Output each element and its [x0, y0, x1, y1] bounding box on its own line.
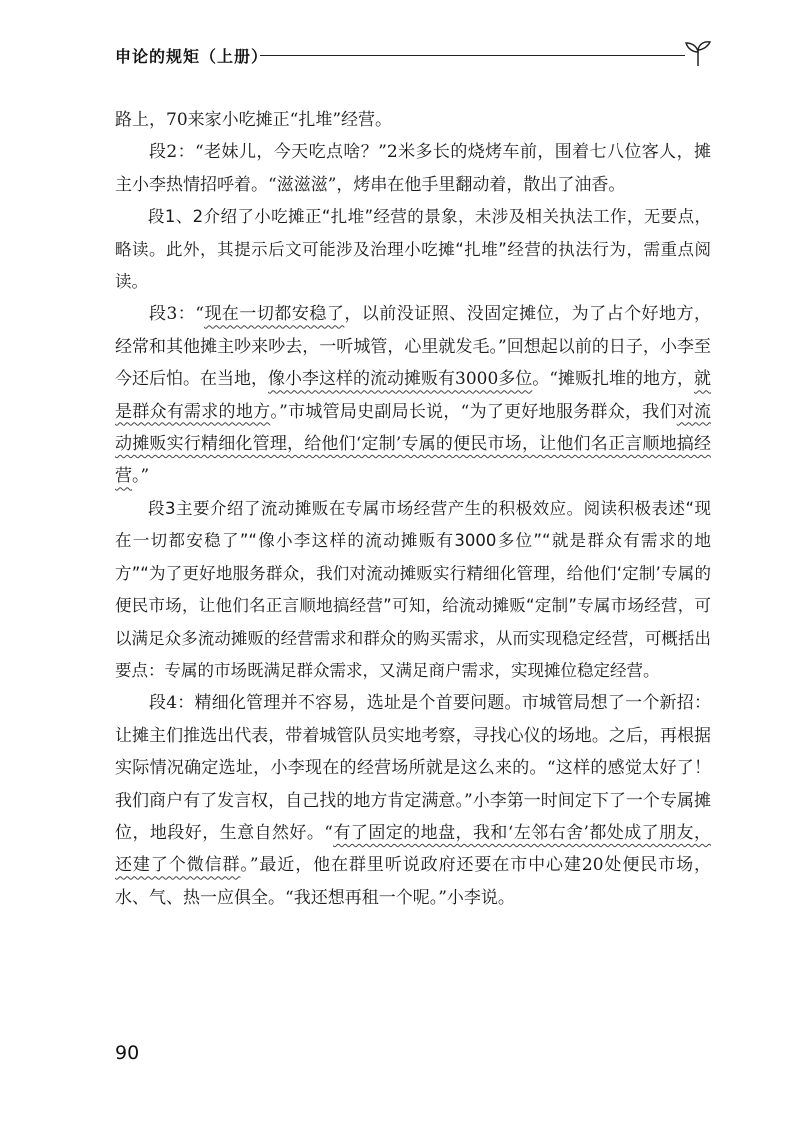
page-body [115, 104, 711, 914]
analysis-paragraph-3: 段3主要介绍了流动摊贩在专属市场经营产生的积极效应。阅读积极表述“现在一切都安稳了”“像小李这样的流动摊贩有3000多位”“就是群众有需求的地方”“为了更好地服务群众，我们对流动摊贩实行精细化管理，给他们‘定制’专属的便民市场，让他们名正言顺地搞经营”可知，给流动摊贩“定制”专属市场经营，可以满足众多流动摊贩的经营需求和群众的购买需求，从而实现稳定经营，可概括出要点：专属的市场既满足群众需求，又满足商户需求，实现摊位稳定经营。 [115, 498, 711, 680]
page-number: 90 [115, 1042, 140, 1064]
text-span: ，以前没证照、没固定摊位，为了占个好地方，经常和其他摊主吵来吵去，一听城管，心里就发毛。”回想起以前的日子，小李至今还后怕。在当地， [115, 304, 712, 390]
text-span: 。” [132, 466, 150, 487]
running-header [115, 38, 705, 78]
text-span: 。”市城管局史副局长说，“为了更好地服务群众，我们 [270, 401, 677, 422]
underlined-key-phrase: 就是群众有需求的地方 [115, 369, 711, 422]
paragraph-continuation: 路上，70来家小吃摊正“扎堆”经营。 [115, 110, 393, 130]
underlined-key-phrase: 对流动摊贩实行精细化管理，给他们‘定制’专属的便民市场，让他们名正言顺地搞经营 [115, 401, 711, 487]
analysis-paragraph-1-2: 段1、2介绍了小吃摊正“扎堆”经营的景象，未涉及相关执法工作，无要点，略读。此外，其提示后文可能涉及治理小吃摊“扎堆”经营的执法行为，需重点阅读。 [115, 207, 711, 292]
underlined-key-phrase: 现在一切都安稳了 [203, 304, 345, 325]
text-span: 段3：“ [149, 304, 204, 325]
source-paragraph-4 [115, 687, 711, 914]
underlined-key-phrase: 有了固定的地盘，我和‘左邻右舍’都处成了朋友，还建了个微信群 [115, 822, 711, 876]
text-span: 。”最近，他在群里听说政府还要在市中心建20处便民市场，水、气、热一应俱全。“我还想再租一个呢。”小李说。 [115, 855, 711, 908]
source-paragraph-2: 段2：“老妹儿，今天吃点啥？”2米多长的烧烤车前，围着七八位客人，摊主小李热情招呼着。“滋滋滋”，烤串在他手里翻动着，散出了油香。 [115, 142, 711, 195]
header-rule [260, 55, 685, 56]
text-span: 。“摊贩扎堆的地方， [532, 369, 694, 390]
header-title: 申论的规矩（上册） [115, 47, 269, 66]
underlined-key-phrase: 像小李这样的流动摊贩有3000多位 [268, 369, 533, 390]
sprout-icon [683, 38, 713, 68]
source-paragraph-3 [115, 298, 711, 492]
text-span: 段4：精细化管理并不容易，选址是个首要问题。市城管局想了一个新招：让摊主们推选出代表，带着城管队员实地考察，寻找心仪的场地。之后，再根据实际情况确定选址，小李现在的经营场所就是这么来的。“这样的感觉太好了！我们商户有了发言权，自己找的地方肯定满意。”小李第一时间定下了一个专属摊位，地段好，生意自然好。“ [115, 693, 711, 843]
